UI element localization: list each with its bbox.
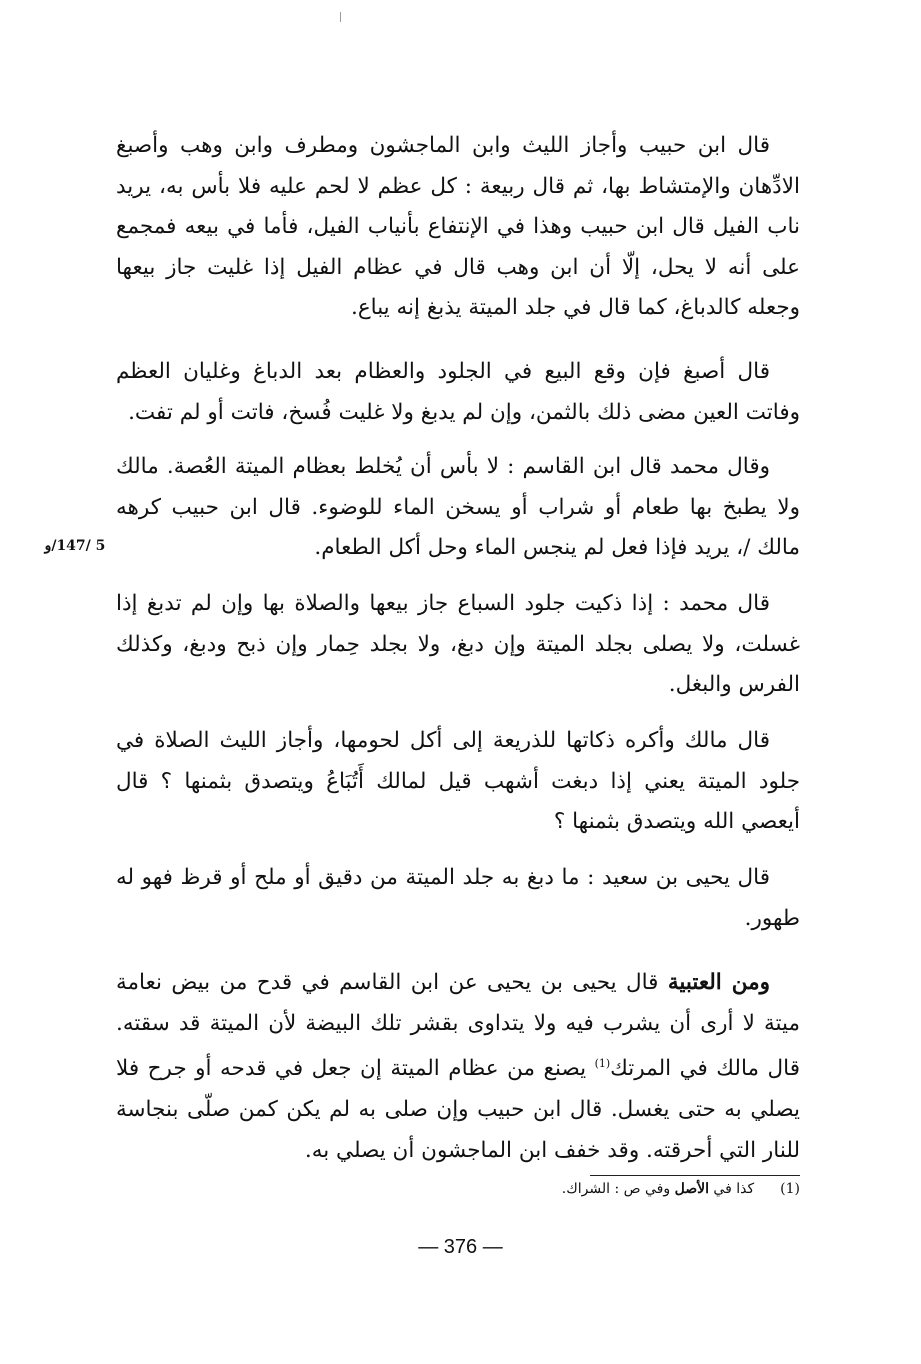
paragraph: [116, 126, 800, 329]
paragraph-text: [116, 963, 800, 1171]
paragraph: [116, 858, 800, 939]
footnote-bold: الأصل: [674, 1181, 709, 1197]
footnote-ref: (1): [594, 1057, 611, 1071]
paragraph-text-part: يصنع من عظام الميتة إن جعل في قدحه أو جرح فلا يصلي به حتى يغسل. قال ابن حبيب وإن صلى به لم يكن كمن صلّى بنجاسة للنار التي أحرقته. وقد خفف ابن الماجشون أن يصلي به.: [116, 1056, 800, 1163]
paragraph-text: قال ابن حبيب وأجاز الليث وابن الماجشون ومطرف وابن وهب وأصبغ الادِّهان والإمتشاط بها، ثم قال ربيعة : كل عظم لا لحم عليه فلا بأس به، يريد ناب الفيل قال ابن حبيب وهذا في الإنتفاع بأنياب الفيل، فأما في بيعه فمجمع على أنه لا يحل، إلّا أن ابن وهب قال في عظام الفيل إذا غليت جاز بيعها وجعله كالدباغ، كما قال في جلد الميتة يذبغ إنه يباع.: [116, 133, 800, 321]
manuscript-folio-note: 5 /147/و: [44, 538, 106, 554]
page-number: — 376 —: [418, 1236, 503, 1258]
paragraph: [116, 352, 800, 433]
paragraph-text: وقال محمد قال ابن القاسم : لا بأس أن يُخلط بعظام الميتة العُصة. مالك ولا يطبخ بها طعام أو شراب أو يسخن الماء للوضوء. قال ابن حبيب كرهه مالك /، يريد فإذا فعل لم ينجس الماء وحل أكل الطعام.: [116, 454, 800, 561]
footnote-divider: [590, 1175, 800, 1176]
scan-speck: [340, 12, 341, 22]
paragraph-text: قال يحيى بن سعيد : ما دبغ به جلد الميتة من دقيق أو ملح أو قرظ فهو له طهور.: [116, 865, 800, 931]
paragraph: [116, 584, 800, 706]
paragraph-text: قال محمد : إذا ذكيت جلود السباع جاز بيعها والصلاة بها وإن لم تدبغ إذا غسلت، ولا يصلى بجلد الميتة وإن دبغ، ولا بجلد حِمار وإن ذبح ودبغ، وكذلك الفرس والبغل.: [116, 591, 800, 698]
footnote-text: كذا في: [708, 1181, 755, 1197]
paragraph: [116, 447, 800, 569]
paragraph-text-part: قال يحيى بن يحيى عن ابن القاسم في قدح من بيض نعامة ميتة لا أرى أن يشرب فيه ولا يتداوى بقشر تلك البيضة لأن الميتة قد سقته. قال مالك في المرتك: [116, 970, 800, 1082]
paragraph-text: قال أصبغ فإن وقع البيع في الجلود والعظام بعد الدباغ وغليان العظم وفاتت العين مضى ذلك بالثمن، وإن لم يدبغ ولا غليت فُسخ، فاتت أو لم تفت.: [116, 359, 800, 425]
footnote-text: وفي ص : الشراك.: [561, 1181, 675, 1197]
footnote-number: (1): [780, 1181, 800, 1197]
paragraph: [116, 721, 800, 843]
source-heading: ومن العتبية: [667, 970, 770, 995]
paragraph-text: قال مالك وأكره ذكاتها للذريعة إلى أكل لحومها، وأجاز الليث الصلاة في جلود الميتة يعني إذا دبغت أشهب قيل لمالك أَتُبَاعُ ويتصدق بثمنها ؟ قال أيعصي الله ويتصدق بثمنها ؟: [116, 728, 800, 835]
footnote: [300, 1178, 800, 1200]
paragraph: [116, 963, 800, 1171]
